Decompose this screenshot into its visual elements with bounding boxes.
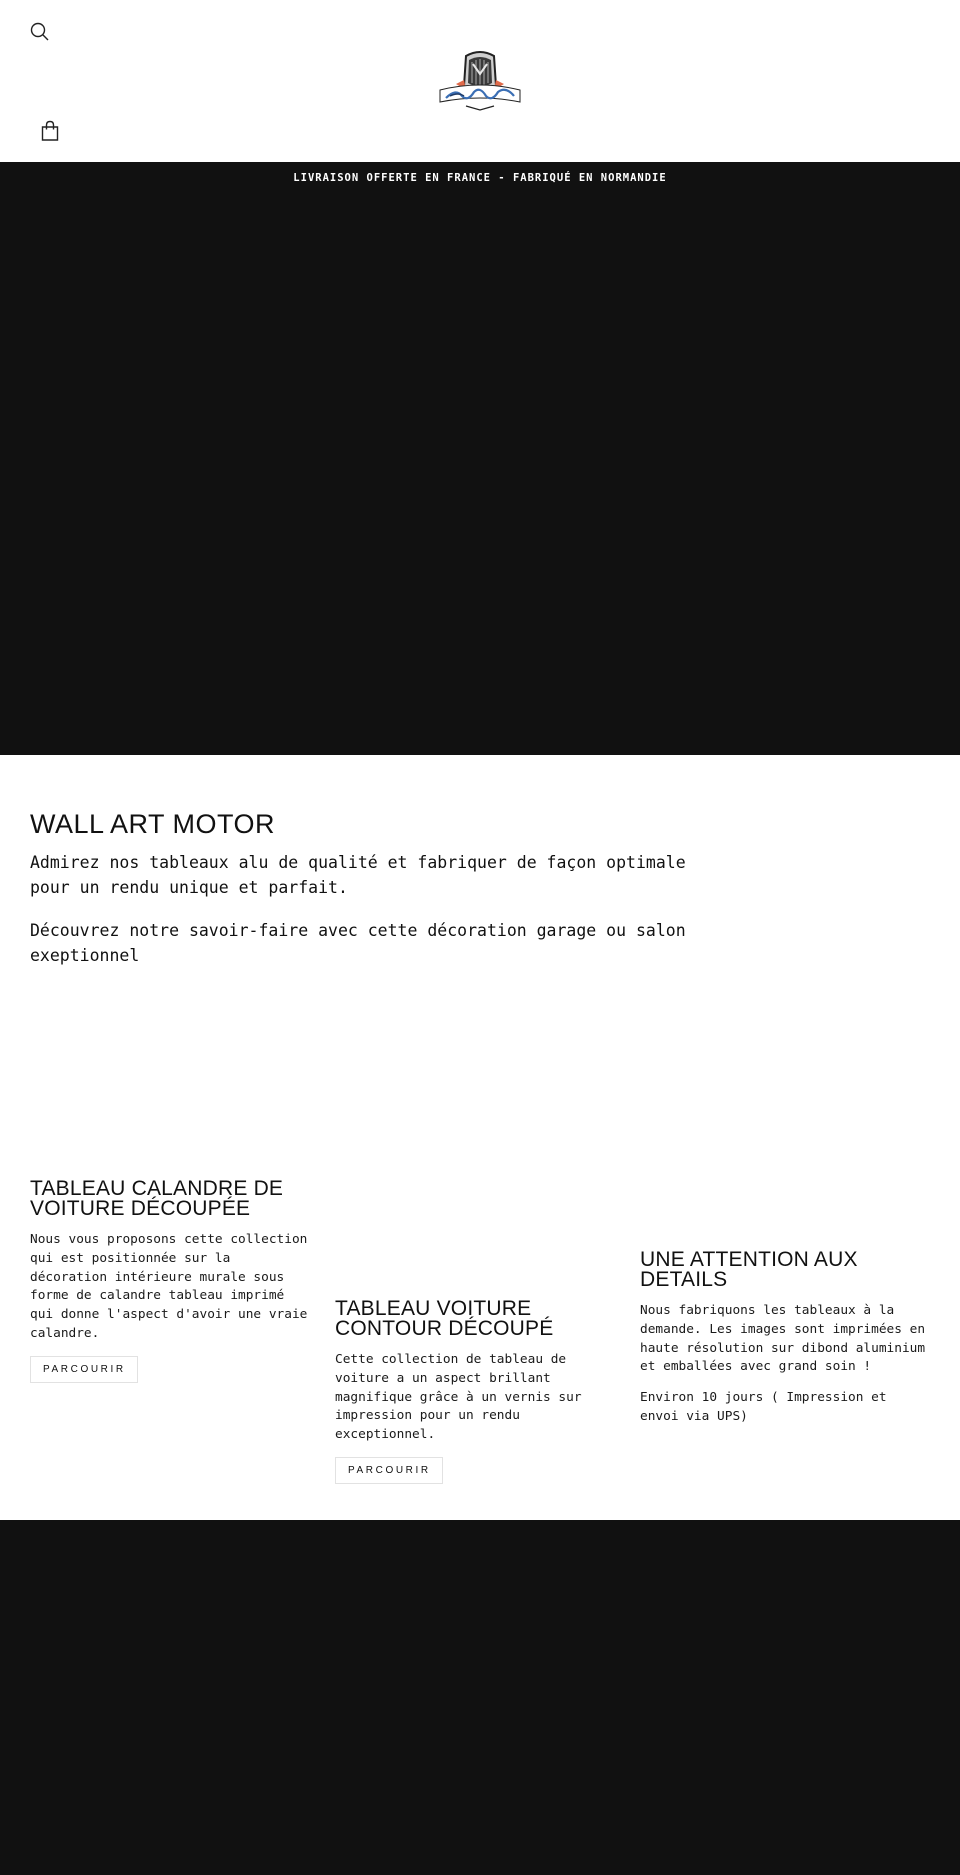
intro-paragraph: Admirez nos tableaux alu de qualité et fabriquer de façon optimale pour un rendu unique et parfait. [30, 853, 686, 897]
collection-text: Nous vous proposons cette collection qui est positionnée sur la décoration intérieure murale sous forme de calandre tableau imprimé qui donne l'aspect d'avoir une vraie calandre. [30, 1232, 308, 1341]
details-text: Nous fabriquons les tableaux à la demande. Les images sont imprimées en haute résolution sur dibond aluminium et emballées avec grand soin ! [640, 1303, 926, 1375]
collection-contour [335, 1299, 617, 1484]
collection-title: TABLEAU CALANDRE DE VOITURE DÉCOUPÉE [30, 1177, 284, 1220]
hero-announcement-banner [0, 162, 960, 755]
collection-calandre [30, 1179, 312, 1383]
site-header [0, 0, 960, 162]
details-section [640, 1250, 930, 1439]
announcement-text: LIVRAISON OFFERTE EN FRANCE - FABRIQUÉ EN NORMANDIE [293, 172, 667, 184]
collection-title: TABLEAU VOITURE CONTOUR DÉCOUPÉ [335, 1297, 554, 1340]
intro-paragraph: Découvrez notre savoir-faire avec cette décoration garage ou salon exeptionnel [30, 921, 686, 965]
cart-icon[interactable] [38, 119, 62, 143]
intro-section [30, 808, 690, 986]
details-title: UNE ATTENTION AUX DETAILS [640, 1248, 858, 1291]
browse-button[interactable]: PARCOURIR [30, 1356, 138, 1383]
collection-text: Cette collection de tableau de voiture a un aspect brillant magnifique grâce à un vernis sur impression pour un rendu exceptionnel. [335, 1352, 582, 1443]
search-icon[interactable] [28, 20, 52, 44]
intro-title: WALL ART MOTOR [30, 809, 276, 839]
dark-media-section [0, 1520, 960, 1875]
browse-button[interactable]: PARCOURIR [335, 1457, 443, 1484]
site-logo[interactable] [436, 50, 524, 112]
details-delivery-text: Environ 10 jours ( Impression et envoi via UPS) [640, 1390, 887, 1424]
